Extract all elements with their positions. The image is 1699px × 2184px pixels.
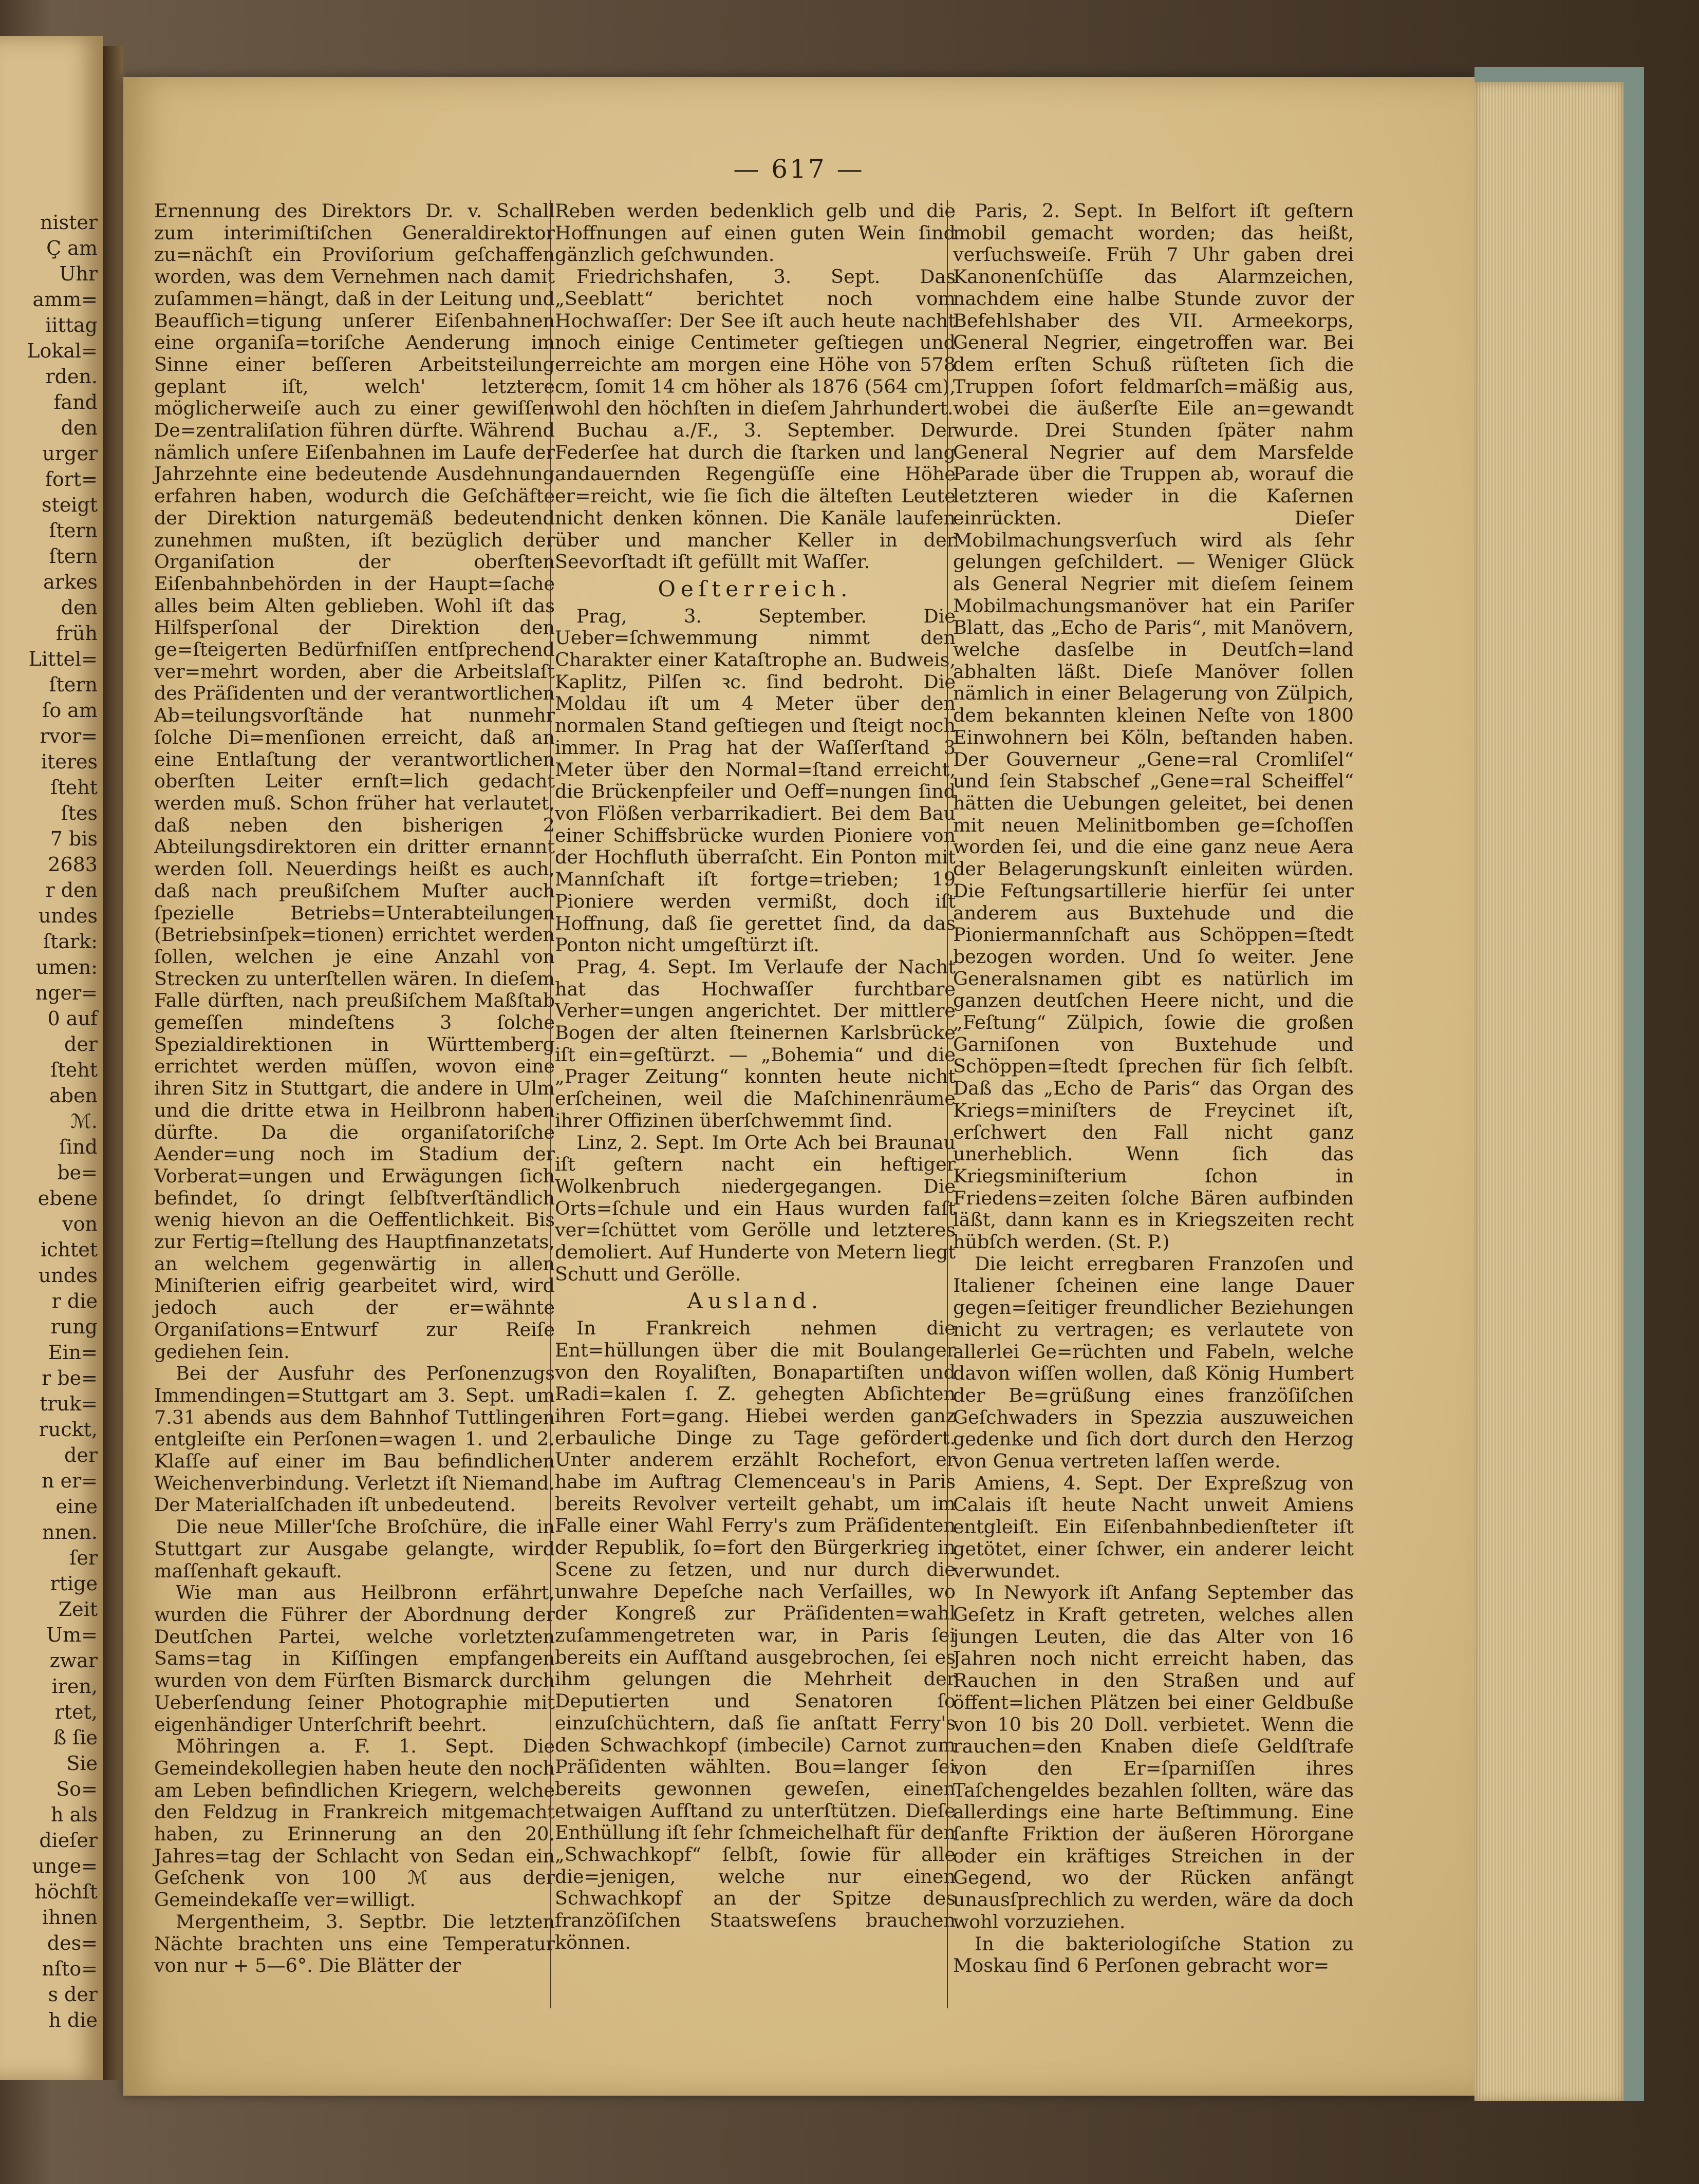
- section-heading: Ausland.: [687, 1288, 824, 1314]
- left-page-fragment: der: [64, 1444, 98, 1466]
- left-page-fragment: r die: [51, 1290, 98, 1312]
- left-page-fragment: be=: [57, 1161, 98, 1184]
- left-page-fragment: ſind: [59, 1136, 98, 1158]
- article-paragraph: In die bakteriologiſche Station zu Moskau ſind 6 Perſonen gebracht wor=: [953, 1932, 1354, 1977]
- article-paragraph: Friedrichshafen, 3. Sept. Das „Seeblatt“ berichtet noch vom Hochwaſſer: Der See iſt auch heute nacht noch einige Centimeter geſtiegen und erreichte am morgen eine Höhe von 578 cm, ſomit 14 cm höher als 1876 (564 cm), wohl den höchſten in dieſem Jahrhundert.: [555, 266, 956, 420]
- article-paragraph: Ernennung des Direktors Dr. v. Schall zum interimiſtiſchen Generaldirektor zu=nächſt ein Proviſorium geſchaffen worden, was dem Vernehmen nach damit zuſammen=hängt, daß in der Leitung und Beaufſich=tigung unſerer Eiſenbahnen eine organiſa=toriſche Aenderung im Sinne einer beſſeren Arbeitsteilung geplant iſt, welch' letztere möglicherweiſe auch zu einer gewiſſen De=zentraliſation führen dürfte. Während nämlich unſere Eiſenbahnen im Laufe der Jahrzehnte eine bedeutende Ausdehnung erfahren haben, wodurch die Geſchäfte der Direktion naturgemäß bedeutend zunehmen mußten, iſt bezüglich der Organiſation der oberſten Eiſenbahnbehörden in der Haupt=ſache alles beim Alten geblieben. Wohl iſt das Hilfsperſonal der Direktion den ge=ſteigerten Bedürfniſſen entſprechend ver=mehrt worden, aber die Arbeitslaſt des Präſidenten und der verantwortlichen Ab=teilungsvorſtände hat nunmehr ſolche Di=menſionen erreicht, daß an eine Entlaſtung der verantwortlichen oberſten Leiter ernſt=lich gedacht werden muß. Schon früher hat verlautet, daß neben den bisherigen 2 Abteilungsdirektoren ein dritter ernannt werden ſoll. Neuerdings heißt es auch, daß nach preußiſchem Muſter auch ſpezielle Betriebs=Unterabteilungen (Betriebsinſpek=tionen) errichtet werden ſollen, welchen je eine Anzahl von Strecken zu unterſtellen wären. In dieſem Falle dürften, nach preußiſchem Maßſtab gemeſſen mindeſtens 3 ſolche Spezialdirektionen in Württemberg errichtet werden müſſen, wovon eine ihren Sitz in Stuttgart, die andere in Ulm und die dritte etwa in Heilbronn haben dürfte. Da die organiſatoriſche Aender=ung noch im Stadium der Vorberat=ungen und Erwägungen ſich befindet, ſo dringt ſelbſtverſtändlich wenig hievon an die Oeffentlichkeit. Bis zur Fertig=ſtellung des Hauptfinanzetats, an welchem gegenwärtig in allen Miniſterien eifrig gearbeitet wird, wird jedoch auch der er=wähnte Organiſations=Entwurf zur Reiſe gediehen ſein.: [154, 200, 555, 1363]
- left-page-fragment: 0 auf: [47, 1007, 98, 1030]
- left-page-fragment: unge=: [32, 1855, 98, 1877]
- left-page-fragment: ſtern: [49, 673, 98, 696]
- left-page-fragment: r be=: [42, 1367, 98, 1389]
- book-gutter: [103, 46, 123, 2080]
- left-page-fragment: 7 bis: [50, 827, 98, 850]
- left-page-fragment: den: [61, 596, 98, 619]
- left-page-fragment: steigt: [41, 494, 98, 516]
- left-page-fragment: Littel=: [28, 648, 98, 670]
- left-page-fragment: nſto=: [42, 1957, 98, 1980]
- left-page-fragment: s der: [48, 1983, 98, 2006]
- left-page-fragment: nger=: [35, 982, 98, 1004]
- left-page-fragment: Sie: [66, 1752, 98, 1775]
- left-page-fragment: iittag: [45, 314, 98, 336]
- left-page-fragment: den: [61, 417, 98, 439]
- column-1: [154, 200, 555, 1977]
- left-page-fragment: rtige: [50, 1572, 98, 1595]
- left-page-fragment: früh: [55, 622, 98, 645]
- column-rule-1: [550, 200, 551, 2008]
- book-page-stack: [1474, 82, 1644, 2101]
- left-page-fragment: ruckt,: [39, 1418, 98, 1441]
- left-page-fragment: ſtes: [61, 802, 98, 824]
- left-page-fragment: ebene: [38, 1187, 98, 1210]
- left-page-fragment: von: [62, 1213, 98, 1235]
- left-page-fragment: eine: [55, 1495, 98, 1518]
- article-paragraph: Linz, 2. Sept. Im Orte Ach bei Braunau iſt geſtern nacht ein heftiger Wolkenbruch niedergegangen. Die Orts=ſchule und ein Haus wurden faſt ver=ſchüttet vom Gerölle und letzteres demoliert. Auf Hunderte von Metern liegt Schutt und Gerölle.: [555, 1131, 956, 1285]
- left-page-fragment: ſteht: [50, 776, 98, 799]
- article-paragraph: Buchau a./F., 3. September. Der Federſee hat durch die ſtarken und lang andauernden Regengüſſe eine Höhe er=reicht, wie ſie ſich die älteſten Leute nicht denken können. Die Kanäle laufen über und mancher Keller in der Seevorſtadt iſt gefüllt mit Waſſer.: [555, 419, 956, 573]
- left-page-fragment: ſo am: [42, 699, 98, 722]
- left-page-fragment: truk=: [40, 1392, 98, 1415]
- left-page-fragment: ichtet: [41, 1238, 98, 1261]
- left-page-fragment: ſtern: [49, 519, 98, 542]
- left-page-fragment: rung: [50, 1315, 98, 1338]
- left-page-fragment: rvor=: [40, 725, 98, 747]
- left-page-fragment: Ç am: [46, 237, 98, 259]
- left-page-fragment: r den: [45, 879, 98, 901]
- left-page-fragment: fand: [53, 391, 98, 413]
- article-paragraph: Amiens, 4. Sept. Der Expreßzug von Calais iſt heute Nacht unweit Amiens entgleiſt. Ein Eiſenbahnbedienſteter iſt getötet, einer ſchwer, ein anderer leicht verwundet.: [953, 1472, 1354, 1582]
- left-page-fragment: ß ſie: [53, 1726, 98, 1749]
- left-page-fragment: des=: [47, 1932, 98, 1954]
- left-page-fragment: zwar: [49, 1649, 98, 1672]
- left-page-fragment: ſtern: [49, 545, 98, 568]
- left-page-fragment: höchſt: [34, 1880, 98, 1903]
- left-page-fragment: ſteht: [50, 1059, 98, 1081]
- article-paragraph: Die neue Miller'ſche Broſchüre, die in Stuttgart zur Ausgabe gelangte, wird maſſenhaft gekauft.: [154, 1516, 555, 1582]
- left-page-fragment: h die: [48, 2009, 98, 2031]
- article-paragraph: Prag, 4. Sept. Im Verlaufe der Nacht hat das Hochwaſſer furchtbare Verher=ungen angerichtet. Der mittlere Bogen der alten ſteinernen Karlsbrücke iſt ein=geſtürzt. — „Bohemia“ und die „Prager Zeitung“ konnten heute nicht erſcheinen, weil die Maſchinenräume ihrer Offizinen überſchwemmt ſind.: [555, 955, 956, 1132]
- article-paragraph: Mergentheim, 3. Septbr. Die letzten Nächte brachten uns eine Temperatur von nur + 5—6°. Die Blätter der: [154, 1910, 555, 1977]
- section-heading: Oeſterreich.: [658, 576, 853, 601]
- left-page-fragment: iren,: [51, 1675, 98, 1698]
- left-page-fragment: undes: [38, 905, 98, 927]
- left-page-fragment: ihnen: [42, 1906, 98, 1929]
- left-page-fragment: nister: [40, 211, 98, 234]
- left-page-fragment: der: [64, 1033, 98, 1056]
- left-page-fragment: urger: [42, 442, 98, 465]
- article-paragraph: Die leicht erregbaren Franzoſen und Italiener ſcheinen eine lange Dauer gegen=ſeitiger freundlicher Beziehungen nicht zu vertragen; es verlautete von allerlei Ge=rüchten und Fabeln, welche davon wiſſen wollen, daß König Humbert der Be=grüßung eines franzöſiſchen Geſchwaders in Spezzia auszuweichen gedenke und ſich dort durch den Herzog von Genua vertreten laſſen werde.: [953, 1252, 1354, 1473]
- left-page-fragment: iteres: [41, 750, 98, 773]
- left-page-fragment: rtet,: [54, 1701, 98, 1723]
- article-paragraph: Reben werden bedenklich gelb und die Hoffnungen auf einen guten Wein ſind gänzlich geſchwunden.: [555, 200, 956, 266]
- article-paragraph: Paris, 2. Sept. In Belfort iſt geſtern mobil gemacht worden; das heißt, verſuchsweiſe. Früh 7 Uhr gaben drei Kanonenſchüſſe das Alarmzeichen, nachdem eine halbe Stunde zuvor der Befehlshaber des VII. Armeekorps, General Negrier, eingetroffen war. Bei dem erſten Schuß rüſteten ſich die Truppen ſofort feldmarſch=mäßig aus, wobei die äußerſte Eile an=gewandt wurde. Drei Stunden ſpäter nahm General Negrier auf dem Marsfelde Parade über die Truppen ab, worauf die letzteren wieder in die Kaſernen einrückten. Dieſer Mobilmachungsverſuch wird als ſehr gelungen geſchildert. — Weniger Glück als General Negrier mit dieſem ſeinem Mobilmachungsmanöver hat ein Pariſer Blatt, das „Echo de Paris“, mit Manövern, welche dasſelbe in Deutſch=land abhalten läßt. Dieſe Manöver ſollen nämlich in einer Belagerung von Zülpich, dem bekannten kleinen Neſte von 1800 Einwohnern bei Köln, beſtanden haben. Der Gouverneur „Gene=ral Cromliſel“ und ſein Stabschef „Gene=ral Scheiffel“ hätten die Uebungen geleitet, bei denen mit neuen Melinitbomben ge=ſchoſſen worden ſei, und die eine ganz neue Aera der Belagerungskunſt einleiten würden. Die Feſtungsartillerie hierfür ſei unter anderem aus Buxtehude und die Pioniermannſchaft aus Schöppen=ſtedt bezogen worden. Und ſo weiter. Jene Generalsnamen gibt es natürlich im ganzen deutſchen Heere nicht, und die „Feſtung“ Zülpich, ſowie die großen Garniſonen von Buxtehude und Schöppen=ſtedt ſprechen für ſich ſelbſt. Daß das „Echo de Paris“ das Organ des Kriegs=miniſters de Freycinet iſt, erſchwert den Fall nicht ganz unerheblich. Wenn ſich das Kriegsminiſterium ſchon in Friedens=zeiten ſolche Bären aufbinden läßt, dann kann es in Kriegszeiten recht hübſch werden. (St. P.): [953, 200, 1354, 1253]
- left-page-fragment: amm=: [32, 288, 98, 311]
- left-page-fragment: Um=: [46, 1624, 98, 1646]
- left-page-fragment: Uhr: [59, 262, 98, 285]
- left-page-fragment: nnen.: [42, 1521, 98, 1543]
- left-page-fragment: n er=: [41, 1470, 98, 1492]
- left-page-fragment: dieſer: [39, 1829, 98, 1852]
- article-paragraph: Bei der Ausfuhr des Perſonenzugs Immendingen=Stuttgart am 3. Sept. um 7.31 abends aus dem Bahnhof Tuttlingen entgleiſte ein Perſonen=wagen 1. und 2. Klaſſe auf einer im Bau befindlichen Weichenverbindung. Verletzt iſt Niemand. Der Materialſchaden iſt unbedeutend.: [154, 1362, 555, 1516]
- left-page-fragment: fort=: [45, 468, 98, 491]
- left-page-fragment: ſtark:: [43, 930, 98, 953]
- left-page-fragment: Lokal=: [27, 340, 98, 362]
- left-page-fragment: Ein=: [48, 1341, 98, 1364]
- left-page-fragment: Zeit: [58, 1598, 98, 1621]
- left-page-fragment: ℳ.: [70, 1110, 98, 1133]
- left-page-fragment: umen:: [35, 956, 98, 978]
- left-page-edge: [0, 36, 103, 2080]
- left-page-fragment: ſer: [69, 1547, 98, 1569]
- left-page-fragment: undes: [38, 1264, 98, 1287]
- page-number: — 617 —: [733, 154, 865, 184]
- left-page-fragment: 2683: [48, 853, 98, 876]
- column-3: [953, 200, 1354, 1977]
- left-page-fragment: So=: [56, 1778, 98, 1800]
- article-paragraph: In Newyork iſt Anfang September das Geſetz in Kraft getreten, welches allen jungen Leuten, die das Alter von 16 Jahren noch nicht erreicht haben, das Rauchen in den Straßen und auf öffent=lichen Plätzen bei einer Geldbuße von 10 bis 20 Doll. verbietet. Wenn die rauchen=den Knaben dieſe Geldſtrafe von den Er=ſparniſſen ihres Taſchengeldes bezahlen ſollten, wäre das allerdings eine harte Beſtimmung. Eine ſanfte Friktion der äußeren Hörorgane oder ein kräftiges Streichen in der Gegend, wo der Rücken anfängt unausſprechlich zu werden, wäre da doch wohl vorzuziehen.: [953, 1581, 1354, 1933]
- left-page-fragment: h als: [51, 1803, 98, 1826]
- left-page-fragment: aben: [49, 1084, 98, 1107]
- article-paragraph: Möhringen a. F. 1. Sept. Die Gemeindekollegien haben heute den noch am Leben befindlichen Kriegern, welche den Feldzug in Frankreich mitgemacht haben, zu Erinnerung an den 20. Jahres=tag der Schlacht von Sedan ein Geſchenk von 100 ℳ aus der Gemeindekaſſe ver=willigt.: [154, 1735, 555, 1911]
- left-page-fragment: rden.: [45, 365, 98, 388]
- article-paragraph: Prag, 3. September. Die Ueber=ſchwemmung nimmt den Charakter einer Kataſtrophe an. Budweis, Kaplitz, Pilſen ꝛc. ſind bedroht. Die Moldau iſt um 4 Meter über den normalen Stand geſtiegen und ſteigt noch immer. In Prag hat der Waſſerſtand 3 Meter über den Normal=ſtand erreicht, die Brückenpfeiler und Oeff=nungen ſind von Flößen verbarrikadiert. Bei dem Bau einer Schiffsbrücke wurden Pioniere von der Hochfluth überraſcht. Ein Ponton mit Mannſchaft iſt fortge=trieben; 19 Pioniere werden vermißt, doch iſt Hoffnung, daß ſie gerettet ſind, da das Ponton nicht umgeſtürzt iſt.: [555, 605, 956, 956]
- left-page-fragment: arkes: [43, 571, 98, 593]
- column-2: [555, 200, 956, 1954]
- article-paragraph: Wie man aus Heilbronn erfährt, wurden die Führer der Abordnung der Deutſchen Partei, welche vorletzten Sams=tag in Kiſſingen empfangen wurden von dem Fürſten Bismarck durch Ueberſendung ſeiner Photographie mit eigenhändiger Unterſchrift beehrt.: [154, 1581, 555, 1736]
- column-rule-2: [947, 200, 948, 2008]
- article-paragraph: In Frankreich nehmen die Ent=hüllungen über die mit Boulanger von den Royaliſten, Bonapartiſten und Radi=kalen ſ. Z. gehegten Abſichten ihren Fort=gang. Hiebei werden ganz erbauliche Dinge zu Tage gefördert. Unter anderem erzählt Rochefort, er habe im Auftrag Clemenceau's in Paris bereits Revolver verteilt gehabt, um im Falle einer Wahl Ferry's zum Präſidenten der Republik, ſo=fort den Bürgerkrieg in Scene zu ſetzen, und nur durch die unwahre Depeſche nach Verſailles, wo der Kongreß zur Präſidenten=wahl zuſammengetreten war, in Paris ſei bereits ein Aufſtand ausgebrochen, ſei es ihm gelungen die Mehrheit der Deputierten und Senatoren ſo einzuſchüchtern, daß ſie anſtatt Ferry's den Schwachkopf (imbecile) Carnot zum Präſidenten wählten. Bou=langer ſei bereits gewonnen geweſen, einen etwaigen Aufſtand zu unterſtützen. Dieſe Enthüllung iſt ſehr ſchmeichelhaft für den „Schwachkopf“ ſelbſt, ſowie für alle die=jenigen, welche nur einen Schwachkopf an der Spitze des franzöſiſchen Staatsweſens brauchen können.: [555, 1317, 956, 1953]
